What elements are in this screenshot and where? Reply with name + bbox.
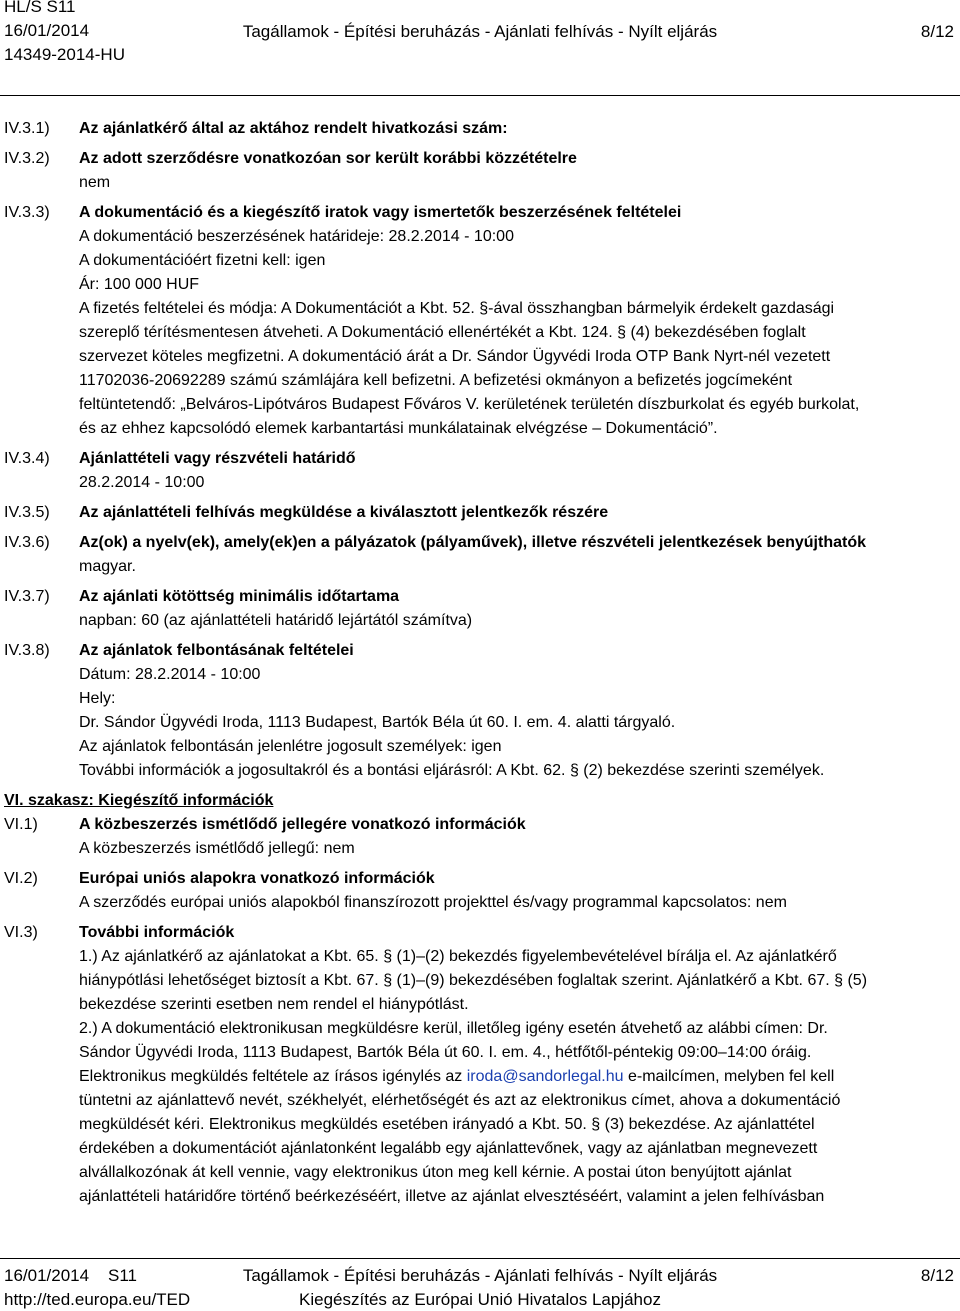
section-body xyxy=(79,447,954,495)
section-item xyxy=(0,501,960,525)
section-text-line: Dátum: 28.2.2014 - 10:00 xyxy=(79,666,261,683)
section-vi-list xyxy=(0,813,960,1209)
section-text-line: megküldését kéri. Elektronikus megküldés esetében irányadó a Kbt. 50. § (3) bekezdése. Az ajánlattétel xyxy=(79,1116,815,1133)
header-date: 16/01/2014 xyxy=(4,21,90,40)
section-heading: A közbeszerzés ismétlődő jellegére vonatkozó információk xyxy=(79,816,526,833)
footer-page-number: 8/12 xyxy=(920,1266,954,1285)
section-text-line: magyar. xyxy=(79,558,136,575)
section-text-line: 11702036-20692289 számú számlájára kell befizetni. A befizetési okmányon a befizetés jogcímeként xyxy=(79,372,793,389)
section-number: VI.1) xyxy=(4,816,38,833)
section-text-line: nem xyxy=(79,174,111,191)
footer-code: S11 xyxy=(108,1266,137,1285)
section-number: IV.3.6) xyxy=(4,534,50,551)
footer-subtitle: Kiegészítés az Európai Unió Hivatalos Lapjához xyxy=(299,1290,661,1309)
section-body xyxy=(79,117,954,141)
section-heading: Az ajánlatok felbontásának feltételei xyxy=(79,642,354,659)
section-text-line: A szerződés európai uniós alapokból finanszírozott projekttel és/vagy programmal kapcsolatos: nem xyxy=(79,894,787,911)
section-body xyxy=(79,639,954,783)
section-text-line: Ár: 100 000 HUF xyxy=(79,276,200,293)
section-item xyxy=(0,813,960,861)
section-text-line: Sándor Ügyvédi Iroda, 1113 Budapest, Bartók Béla út 60. I. em. 4., hétfőtől-péntekig 09:00–14:00 óráig. xyxy=(79,1044,812,1061)
section-heading: Az ajánlati kötöttség minimális időtartama xyxy=(79,588,400,605)
section-text-line: További információk a jogosultakról és a bontási eljárásról: A Kbt. 62. § (2) bekezdése szerinti személyek. xyxy=(79,762,825,779)
section-body xyxy=(79,531,954,579)
section-item xyxy=(0,147,960,195)
section-number: IV.3.4) xyxy=(4,450,50,467)
section-number: IV.3.7) xyxy=(4,588,50,605)
email-line xyxy=(79,1065,954,1089)
email-line-post: e-mailcímen, melyben fel kell xyxy=(623,1068,835,1085)
email-line-pre: Elektronikus megküldés feltétele az írásos igénylés az xyxy=(79,1068,467,1085)
section-item xyxy=(0,639,960,783)
header-rule xyxy=(0,95,960,96)
section-text-line: A dokumentáció beszerzésének határideje: 28.2.2014 - 10:00 xyxy=(79,228,514,245)
section-text-line: 28.2.2014 - 10:00 xyxy=(79,474,205,491)
email-link[interactable]: iroda@sandorlegal.hu xyxy=(466,1068,624,1085)
document-body xyxy=(0,117,960,1209)
page-footer xyxy=(0,1262,960,1311)
footer-url[interactable]: http://ted.europa.eu/TED xyxy=(4,1290,191,1309)
section-number: IV.3.8) xyxy=(4,642,50,659)
section-vi-title: VI. szakasz: Kiegészítő információk xyxy=(4,792,274,809)
section-item xyxy=(0,447,960,495)
section-item xyxy=(0,585,960,633)
section-item xyxy=(0,201,960,441)
section-heading: Az(ok) a nyelv(ek), amely(ek)en a pályázatok (pályaművek), illetve részvételi jelentkezések benyújthatók xyxy=(79,534,866,551)
section-text-line: tüntetni az ajánlattevő nevét, székhelyét, elérhetőségét és azt az elektronikus címet, ahova a dokumentáció xyxy=(79,1092,841,1109)
page-header xyxy=(0,0,960,70)
section-body xyxy=(79,867,954,915)
section-body xyxy=(79,147,954,195)
section-text-line: 2.) A dokumentáció elektronikusan megküldésre kerül, illetőleg igény esetén átvehető az alábbi címen: Dr. xyxy=(79,1020,828,1037)
section-body xyxy=(79,585,954,633)
section-text-line: 1.) Az ajánlatkérő az ajánlatokat a Kbt. 65. § (1)–(2) bekezdés figyelembevételével bírálja el. Az ajánlatkérő xyxy=(79,948,837,965)
header-doc-code: HL/S S11 xyxy=(4,0,76,16)
section-heading: A dokumentáció és a kiegészítő iratok vagy ismertetők beszerzésének feltételei xyxy=(79,204,682,221)
section-item xyxy=(0,117,960,141)
section-heading: További információk xyxy=(79,924,235,941)
section-text-line: alvállalkozónak át kell vennie, vagy elektronikus úton meg kell kérnie. A postai úton benyújtott ajánlat xyxy=(79,1164,792,1181)
section-text-line: A fizetés feltételei és módja: A Dokumentációt a Kbt. 52. §-ával összhangban bármelyik érdekelt gazdasági xyxy=(79,300,835,317)
footer-date: 16/01/2014 xyxy=(4,1266,90,1285)
section-number: IV.3.5) xyxy=(4,504,50,521)
section-heading: Az adott szerződésre vonatkozóan sor került korábbi közzétételre xyxy=(79,150,577,167)
header-title: Tagállamok - Építési beruházás - Ajánlati felhívás - Nyílt eljárás xyxy=(242,22,718,41)
section-number: IV.3.1) xyxy=(4,120,50,137)
footer-rule xyxy=(0,1258,960,1259)
section-text-line: Az ajánlatok felbontásán jelenlétre jogosult személyek: igen xyxy=(79,738,502,755)
section-heading: Az ajánlatkérő által az aktához rendelt hivatkozási szám: xyxy=(79,120,508,137)
header-page-number: 8/12 xyxy=(920,22,954,41)
section-text-line: napban: 60 (az ajánlattételi határidő lejártától számítva) xyxy=(79,612,473,629)
section-iv3-list xyxy=(0,117,960,783)
section-text-line: Hely: xyxy=(79,690,116,707)
section-text-line: érdekében a dokumentációt ajánlatonként legalább egy ajánlattevőnek, vagy az ajánlatban megnevezett xyxy=(79,1140,818,1157)
section-text-line: ajánlattételi határidőre történő beérkezéséért, illetve az ajánlat elvesztéséért, valamint a jelen felhívásban xyxy=(79,1188,825,1205)
section-number: IV.3.3) xyxy=(4,204,50,221)
section-body xyxy=(79,813,954,861)
section-number: VI.2) xyxy=(4,870,38,887)
section-text-line: feltüntetendő: „Belváros-Lipótváros Budapest Főváros V. kerületének területén díszburkolat és egyéb burkolat, xyxy=(79,396,860,413)
section-text-line: szereplő térítésmentesen átveheti. A Dokumentáció ellenértékét a Kbt. 124. § (4) bekezdésében foglalt xyxy=(79,324,806,341)
section-body xyxy=(79,921,954,1209)
section-text-line: A dokumentációért fizetni kell: igen xyxy=(79,252,326,269)
section-item xyxy=(0,867,960,915)
section-body xyxy=(79,501,954,525)
section-text-line: Dr. Sándor Ügyvédi Iroda, 1113 Budapest, Bartók Béla út 60. I. em. 4. alatti tárgyaló. xyxy=(79,714,676,731)
section-heading: Európai uniós alapokra vonatkozó információk xyxy=(79,870,435,887)
section-body xyxy=(79,201,954,441)
section-text-line: A közbeszerzés ismétlődő jellegű: nem xyxy=(79,840,355,857)
header-notice-number: 14349-2014-HU xyxy=(4,45,125,64)
section-item xyxy=(0,921,960,1209)
section-text-line: hiánypótlási lehetőséget biztosít a Kbt. 67. § (1)–(9) bekezdésében foglaltak szerint. Ajánlatkérő a Kbt. 67. § (5) xyxy=(79,972,868,989)
footer-title: Tagállamok - Építési beruházás - Ajánlati felhívás - Nyílt eljárás xyxy=(242,1266,718,1285)
section-number: VI.3) xyxy=(4,924,38,941)
section-number: IV.3.2) xyxy=(4,150,50,167)
section-heading: Ajánlattételi vagy részvételi határidő xyxy=(79,450,356,467)
section-text-line: bekezdése szerinti esetben nem rendel el hiánypótlást. xyxy=(79,996,469,1013)
section-text-line: szervezet köteles megfizetni. A dokumentáció árát a Dr. Sándor Ügyvédi Iroda OTP Bank Nyrt-nél vezetett xyxy=(79,348,831,365)
section-text-line: és az ehhez kapcsolódó elemek karbantartási munkálatainak elvégzése – Dokumentáció”. xyxy=(79,420,718,437)
section-item xyxy=(0,531,960,579)
section-heading: Az ajánlattételi felhívás megküldése a kiválasztott jelentkezők részére xyxy=(79,504,609,521)
